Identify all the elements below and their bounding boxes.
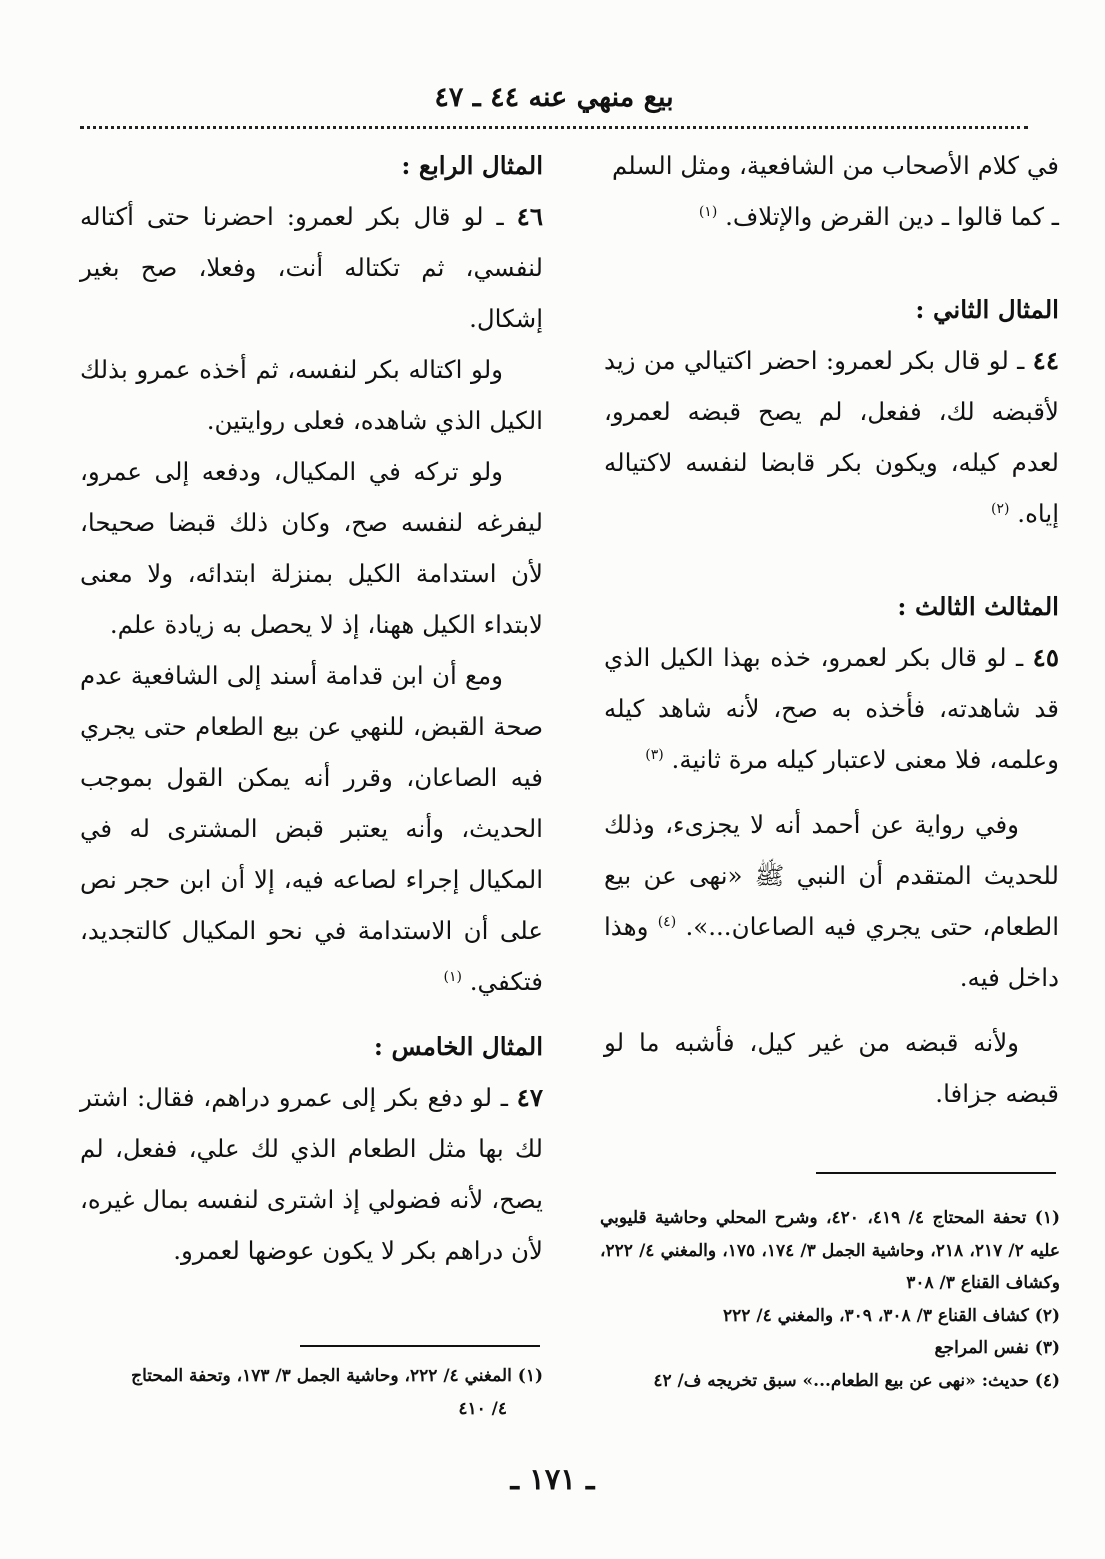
example-5-heading: المثال الخامس : [373,1032,543,1061]
left-footnotes [80,1360,543,1425]
paragraph-tail: وهذا داخل فيه. [604,912,1059,992]
paragraph-text: ـ لو قال بكر لعمرو: احضر اكتيالي من زيد لأقبضه لك، ففعل، لم يصح قبضه لعمرو، لعدم كيله، ويكون بكر قابضا لنفسه لاكتياله إياه. [604,346,1059,528]
iktal-paragraph: ولو اكتاله بكر لنفسه، ثم أخذه عمرو بذلك الكيل الذي شاهده، فعلى روايتين. [80,355,543,435]
header-divider [80,126,1028,129]
footnote-ref: (١) [443,968,462,985]
taraka-paragraph: ولو تركه في المكيال، ودفعه إلى عمرو، ليفرغه لنفسه صح، وكان ذلك قبضا صحيحا، لأن استدامة الكيل بمنزلة ابتدائه، ولا معنى لابتداء الكيل ههنا، إذ لا يحصل به زيادة علم. [80,457,543,639]
paragraph-number: ٤٥ [1032,643,1059,672]
paragraph-text: ـ لو قال بكر لعمرو، خذه بهذا الكيل الذي قد شاهدته، فأخذه به صح، لأنه شاهد كيله وعلمه، فلا معنى لاعتبار كيله مرة ثانية. [604,643,1059,774]
right-footnotes [600,1202,1060,1397]
footnote-3: (٣) نفس المراجع [934,1338,1060,1358]
paragraph-text: ومع أن ابن قدامة أسند إلى الشافعية عدم صحة القبض، للنهي عن بيع الطعام حتى يجري فيه الصاعان، وقرر أنه يمكن القول بموجب الحديث، وأنه يعتبر قبض المشترى له في المكيال إجراء لصاعه فيه، إلا أن ابن حجر نص على أن الاستدامة في نحو المكيال كالتجديد، فتكفي. [80,661,543,996]
page-header: بيع منهي عنه ٤٤ ـ ٤٧ [434,82,674,113]
footnote-4: (٤) حديث: «نهى عن بيع الطعام...» سبق تخريجه ف/ ٤٢ [653,1370,1060,1391]
paragraph-46 [80,191,543,344]
footnote-1: (١) تحفة المحتاج ٤/ ٤١٩، ٤٢٠، وشرح المحلي وحاشية قليوبي عليه ٢/ ٢١٧، ٢١٨، وحاشية الجمل ٣/ ١٧٤، ١٧٥، والمغني ٤/ ٢٢٢، وكشاف القناع ٣/ ٣٠٨ [600,1208,1060,1293]
footnote-ref: (١) [698,203,718,220]
ibn-qudama-paragraph [80,650,543,1007]
paragraph-text: وفي رواية عن أحمد أنه لا يجزىء، وذلك للحديث المتقدم أن النبي ﷺ «نهى عن بيع الطعام، حتى يجري فيه الصاعان...». [604,810,1059,941]
lianna-paragraph: ولأنه قبضه من غير كيل، فأشبه ما لو قبضه جزافا. [604,1028,1059,1108]
paragraph-44 [604,335,1059,539]
footnote-ref: (٣) [645,746,664,763]
example-3-heading: المثالث الثالث : [897,592,1059,621]
footnote-ref: (٤) [657,913,677,930]
intro-line-1: في كلام الأصحاب من الشافعية، ومثل السلم [611,151,1059,180]
footnote-ref: (٢) [991,500,1010,517]
paragraph-text: ـ لو قال بكر لعمرو: احضرنا حتى أكتاله لنفسي، ثم تكتاله أنت، وفعلا، صح بغير إشكال. [80,202,543,333]
example-2-heading: المثال الثاني : [915,295,1059,324]
footnote-1: (١) المغني ٤/ ٢٢٢، وحاشية الجمل ٣/ ١٧٣، وتحفة المحتاج [131,1366,543,1386]
paragraph-number: ٤٤ [1032,346,1059,375]
intro-line-2: ـ كما قالوا ـ دين القرض والإتلاف. [725,202,1059,231]
footnote-1-continuation: ٤/ ٤١٠ [458,1398,507,1419]
paragraph-number: ٤٦ [516,202,543,231]
riwaya-paragraph [604,799,1059,1003]
left-column [80,140,543,1276]
paragraph-47 [80,1072,543,1276]
example-4-heading: المثال الرابع : [401,151,543,180]
intro-paragraph [604,140,1059,242]
footnote-divider [816,1172,1056,1174]
right-column [604,140,1059,1119]
paragraph-number: ٤٧ [516,1083,543,1112]
footnote-divider [300,1345,540,1347]
paragraph-text: ـ لو دفع بكر إلى عمرو دراهم، فقال: اشتر لك بها مثل الطعام الذي لك علي، ففعل، لم يصح، لأنه فضولي إذ اشترى لنفسه بمال غيره، لأن دراهم بكر لا يكون عوضها لعمرو. [80,1083,543,1265]
paragraph-45 [604,632,1059,785]
page-number: ـ ١٧١ ـ [510,1462,595,1496]
footnote-2: (٢) كشاف القناع ٣/ ٣٠٨، ٣٠٩، والمغني ٤/ ٢٢٢ [723,1305,1060,1326]
